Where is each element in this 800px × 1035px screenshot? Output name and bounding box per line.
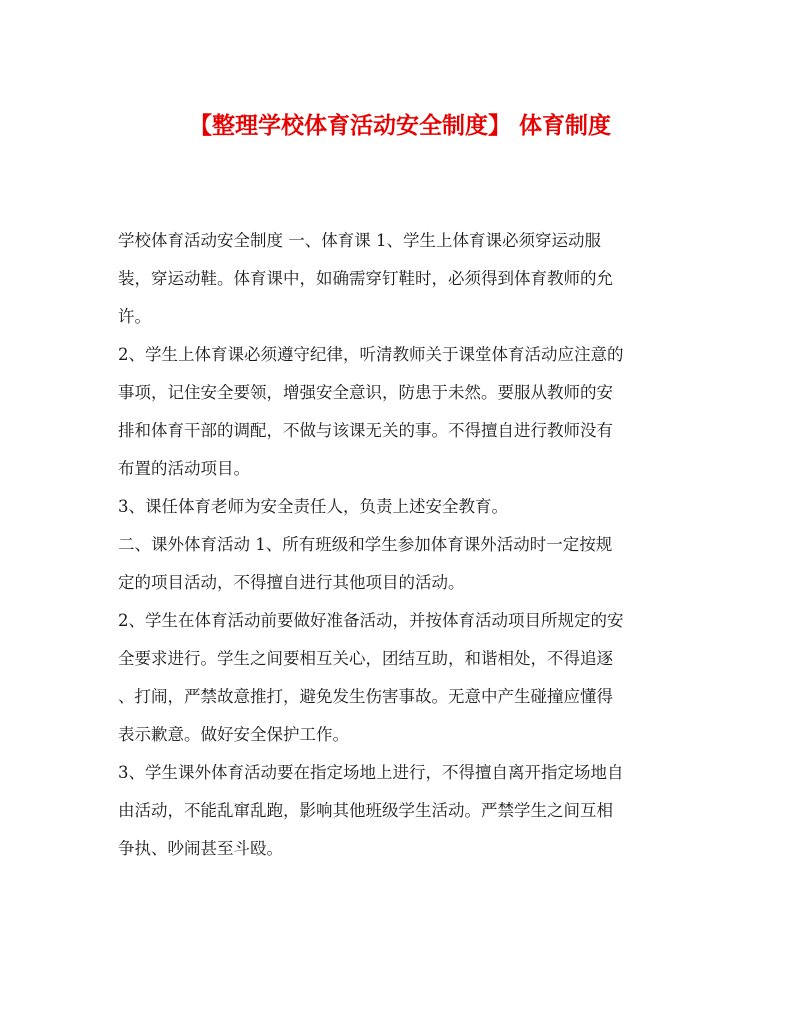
body-line: 由活动，不能乱窜乱跑，影响其他班级学生活动。严禁学生之间互相	[118, 801, 613, 820]
body-line: 学校体育活动安全制度 一、体育课 1、学生上体育课必须穿运动服	[118, 231, 601, 250]
body-line: 2、学生在体育活动前要做好准备活动，并按体育活动项目所规定的安	[118, 611, 624, 630]
body-line: 3、学生课外体育活动要在指定场地上进行，不得擅自离开指定场地自	[118, 763, 624, 782]
body-line: 争执、吵闹甚至斗殴。	[118, 839, 283, 858]
body-line: 2、学生上体育课必须遵守纪律，听清教师关于课堂体育活动应注意的	[118, 345, 624, 364]
body-line: 许。	[118, 307, 151, 326]
body-line: 二、课外体育活动 1、所有班级和学生参加体育课外活动时一定按规	[118, 535, 613, 554]
body-line: 表示歉意。做好安全保护工作。	[118, 725, 349, 744]
document-body	[118, 222, 686, 868]
body-line: 定的项目活动，不得擅自进行其他项目的活动。	[118, 573, 465, 592]
body-line: 3、课任体育老师为安全责任人，负责上述安全教育。	[118, 497, 508, 516]
body-line: 全要求进行。学生之间要相互关心，团结互助，和谐相处，不得追逐	[118, 649, 613, 668]
body-line: 排和体育干部的调配，不做与该课无关的事。不得擅自进行教师没有	[118, 421, 613, 440]
body-line: 装，穿运动鞋。体育课中，如确需穿钉鞋时，必须得到体育教师的允	[118, 269, 613, 288]
body-line: 、打闹，严禁故意推打，避免发生伤害事故。无意中产生碰撞应懂得	[118, 687, 613, 706]
body-line: 事项，记住安全要领，增强安全意识，防患于未然。要服从教师的安	[118, 383, 613, 402]
document-title: 【整理学校体育活动安全制度】 体育制度	[188, 113, 611, 139]
body-line: 布置的活动项目。	[118, 459, 250, 478]
